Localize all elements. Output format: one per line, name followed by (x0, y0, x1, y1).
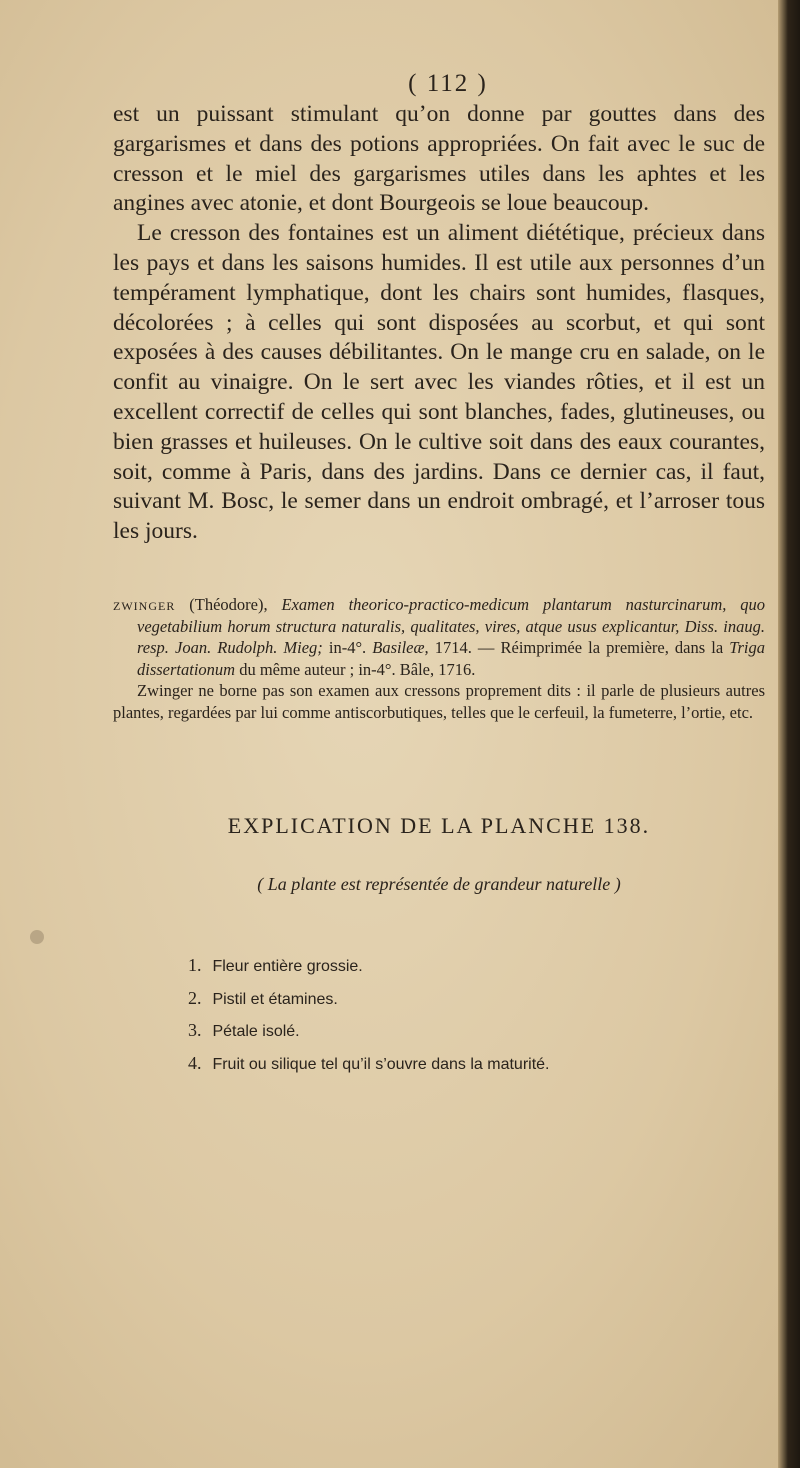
edition-format: in-4°. (328, 638, 367, 657)
footnote-comment: Zwinger ne borne pas son examen aux cressons proprement dits : il parle de plusieurs autres plantes, regardées par lui comme antiscorbutiques, telles que le cerfeuil, la fumeterre, l’ortie, etc. (113, 681, 765, 722)
publication-place: Basileæ, (372, 638, 429, 657)
item-text: Fruit ou silique tel qu’il s’ouvre dans la maturité. (212, 1055, 550, 1073)
paper-stain (30, 930, 44, 944)
reprint-info: 1714. — Réimprimée la première, dans la (434, 638, 724, 657)
item-number: 3. (188, 1020, 202, 1040)
list-item (188, 1048, 748, 1081)
reprint-details: du même auteur ; in-4°. Bâle, 1716. (239, 659, 476, 679)
plate-heading: EXPLICATION DE LA PLANCHE 138. (227, 813, 651, 838)
list-item (188, 983, 748, 1016)
paragraph-cresson: Le cresson des fontaines est un aliment diététique, précieux dans les pays et dans les saisons humides. Il est utile aux personnes d’un tempérament lymphatique, dont les chairs sont humides, flasques, décolorées ; à celles qui sont disposées au scorbut, et qui sont exposées à des causes débilitantes. On le mange cru en salade, on le confit au vinaigre. On le sert avec les viandes rôties, et il est un excellent correctif de celles qui sont blanches, fades, glutineuses, ou bien grasses et huileuses. On le cultive soit dans des eaux courantes, soit, comme à Paris, dans des jardins. Dans ce dernier cas, il faut, suivant M. Bosc, le semer dans un endroit ombragé, et l’arroser tous les jours. (113, 220, 765, 545)
list-item (188, 1015, 748, 1048)
triga-title: Triga dissertationum (137, 638, 766, 679)
item-number: 4. (188, 1052, 202, 1073)
bibliographic-entry (113, 594, 765, 680)
plate-explanation-list (188, 950, 748, 1080)
plate-caption: ( La plante est représentée de grandeur naturelle ) (257, 874, 621, 894)
list-item (188, 950, 748, 983)
paragraph-continuation: est un puissant stimulant qu’on donne par gouttes dans des gargarismes et dans des potions appropriées. On fait avec le suc de cresson et le miel des gargarismes utiles dans les aphtes et les angines avec atonie, et dont Bourgeois se loue beaucoup. (113, 101, 765, 217)
work-title: Examen theorico-practico-medicum plantarum nasturcinarum, quo vegetabilium horum structura naturalis, qualitates, vires, atque usus explicantur, Diss. inaug. resp. Joan. Rudolph. Mieg; (137, 595, 766, 657)
item-text: Pétale isolé. (212, 1023, 300, 1040)
page-number: ( 112 ) (408, 70, 488, 97)
item-text: Fleur entière grossie. (212, 958, 363, 975)
item-number: 1. (188, 955, 202, 975)
item-number: 2. (188, 987, 202, 1008)
main-text (113, 100, 765, 547)
author-name: zwinger (113, 595, 176, 614)
author-first-name: (Théodore), (189, 595, 268, 614)
bibliographic-note (113, 594, 765, 723)
book-spine-edge (778, 0, 800, 1468)
item-text: Pistil et étamines. (212, 990, 338, 1008)
